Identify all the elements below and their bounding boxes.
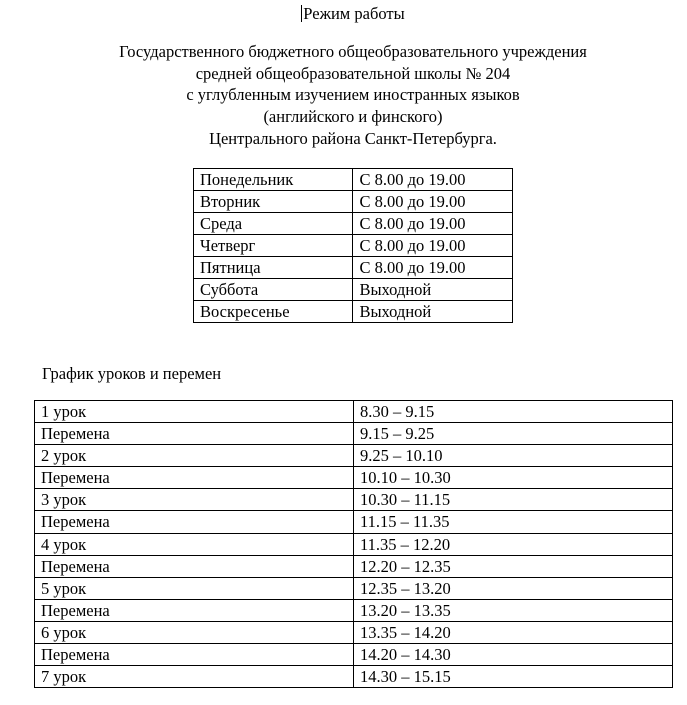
page-title bbox=[0, 4, 687, 24]
period-time-cell: 11.15 – 11.35 bbox=[354, 511, 673, 533]
table-row bbox=[35, 555, 673, 577]
period-name-cell: 2 урок bbox=[35, 445, 354, 467]
period-name-cell: 4 урок bbox=[35, 533, 354, 555]
period-name-cell: Перемена bbox=[35, 599, 354, 621]
period-name-cell: Перемена bbox=[35, 511, 354, 533]
period-time-cell: 14.30 – 15.15 bbox=[354, 666, 673, 688]
day-cell: Воскресенье bbox=[194, 301, 353, 323]
period-name-cell: 5 урок bbox=[35, 577, 354, 599]
table-row bbox=[35, 445, 673, 467]
hours-cell: С 8.00 до 19.00 bbox=[353, 191, 513, 213]
period-time-cell: 12.35 – 13.20 bbox=[354, 577, 673, 599]
table-row bbox=[35, 644, 673, 666]
institution-line: с углубленным изучением иностранных языков bbox=[186, 85, 520, 105]
working-hours-table bbox=[193, 168, 513, 323]
table-row bbox=[35, 577, 673, 599]
hours-cell: С 8.00 до 19.00 bbox=[353, 257, 513, 279]
table-row bbox=[194, 235, 513, 257]
table-row bbox=[194, 169, 513, 191]
period-name-cell: Перемена bbox=[35, 644, 354, 666]
period-time-cell: 13.20 – 13.35 bbox=[354, 599, 673, 621]
institution-line: Центрального района Санкт-Петербурга. bbox=[209, 128, 497, 148]
period-time-cell: 9.15 – 9.25 bbox=[354, 423, 673, 445]
institution-line: Государственного бюджетного общеобразовательного учреждения bbox=[119, 42, 587, 61]
table-row bbox=[35, 401, 673, 423]
period-name-cell: 6 урок bbox=[35, 621, 354, 643]
schedule-heading: График уроков и перемен bbox=[42, 364, 222, 383]
table-row bbox=[35, 511, 673, 533]
hours-cell: Выходной bbox=[353, 301, 513, 323]
table-row bbox=[194, 279, 513, 301]
institution-line: средней общеобразовательной школы № 204 bbox=[195, 63, 511, 83]
period-time-cell: 9.25 – 10.10 bbox=[354, 445, 673, 467]
hours-cell: С 8.00 до 19.00 bbox=[353, 169, 513, 191]
institution-line: (английского и финского) bbox=[263, 107, 443, 127]
table-row bbox=[194, 257, 513, 279]
table-row bbox=[35, 423, 673, 445]
lesson-schedule-table bbox=[34, 400, 673, 688]
day-cell: Среда bbox=[194, 213, 353, 235]
table-row bbox=[35, 467, 673, 489]
table-row bbox=[35, 533, 673, 555]
period-time-cell: 11.35 – 12.20 bbox=[354, 533, 673, 555]
period-name-cell: 3 урок bbox=[35, 489, 354, 511]
day-cell: Суббота bbox=[194, 279, 353, 301]
table-row bbox=[35, 621, 673, 643]
period-time-cell: 10.30 – 11.15 bbox=[354, 489, 673, 511]
hours-cell: Выходной bbox=[353, 279, 513, 301]
hours-cell: С 8.00 до 19.00 bbox=[353, 235, 513, 257]
period-time-cell: 12.20 – 12.35 bbox=[354, 555, 673, 577]
table-row bbox=[35, 666, 673, 688]
table-row bbox=[194, 301, 513, 323]
table-row bbox=[194, 191, 513, 213]
period-time-cell: 8.30 – 9.15 bbox=[354, 401, 673, 423]
period-name-cell: 7 урок bbox=[35, 666, 354, 688]
day-cell: Вторник bbox=[194, 191, 353, 213]
day-cell: Понедельник bbox=[194, 169, 353, 191]
period-name-cell: Перемена bbox=[35, 467, 354, 489]
table-row bbox=[35, 489, 673, 511]
period-time-cell: 13.35 – 14.20 bbox=[354, 621, 673, 643]
table-row bbox=[194, 213, 513, 235]
institution-name bbox=[0, 41, 687, 150]
period-name-cell: Перемена bbox=[35, 555, 354, 577]
period-name-cell: Перемена bbox=[35, 423, 354, 445]
hours-cell: С 8.00 до 19.00 bbox=[353, 213, 513, 235]
period-name-cell: 1 урок bbox=[35, 401, 354, 423]
day-cell: Четверг bbox=[194, 235, 353, 257]
day-cell: Пятница bbox=[194, 257, 353, 279]
period-time-cell: 14.20 – 14.30 bbox=[354, 644, 673, 666]
table-row bbox=[35, 599, 673, 621]
page-title-text: Режим работы bbox=[303, 4, 405, 23]
period-time-cell: 10.10 – 10.30 bbox=[354, 467, 673, 489]
